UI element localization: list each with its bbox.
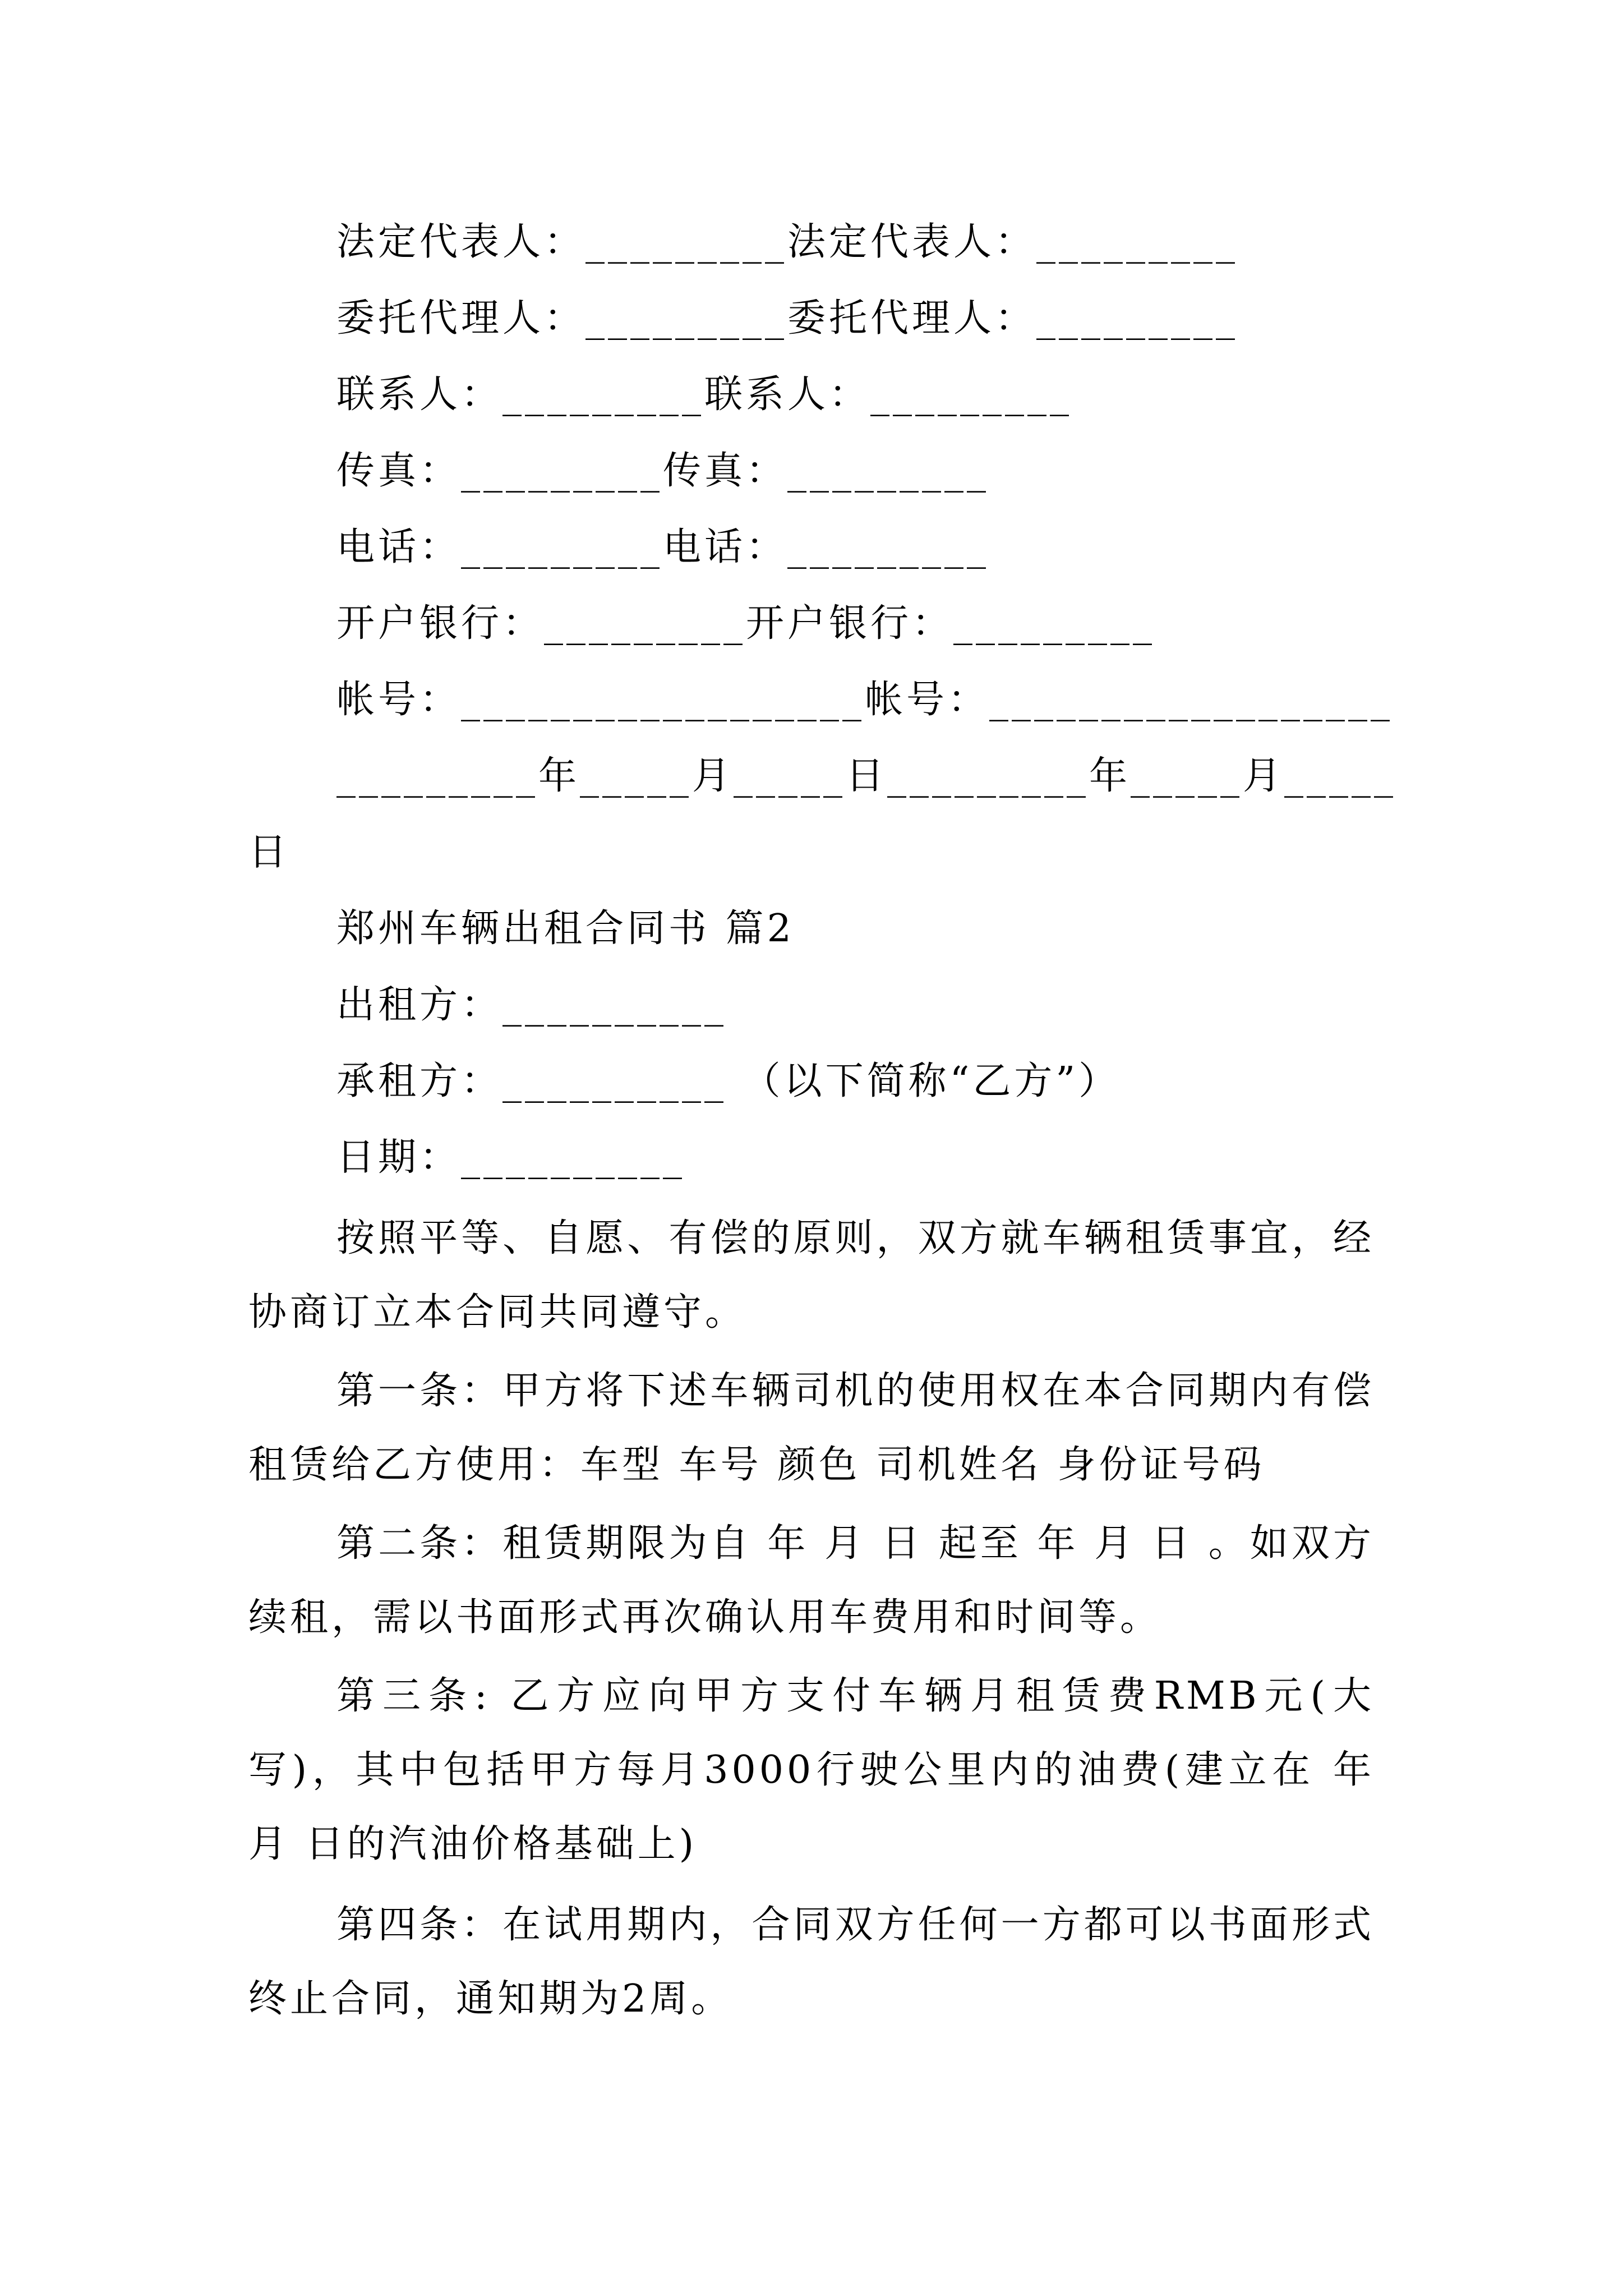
date-line-tail: 日: [248, 830, 291, 875]
fax-line: 传真：_________传真：_________: [336, 449, 990, 493]
lessor-line: 出租方：__________: [336, 983, 727, 1027]
clause-1: 第一条：甲方将下述车辆司机的使用权在本合同期内有偿租赁给乙方使用：车型 车号 颜色 司机姓名 身份证号码: [248, 1369, 1375, 1487]
lessee-line: 承租方：__________ （以下简称“乙方”）: [336, 1059, 1121, 1103]
clause-2: 第二条：租赁期限为自 年 月 日 起至 年 月 日 。如双方续租，需以书面形式再次确认用车费用和时间等。: [248, 1521, 1375, 1640]
section-title: 郑州车辆出租合同书 篇2: [336, 907, 795, 951]
clause-4: 第四条：在试用期内，合同双方任何一方都可以书面形式终止合同，通知期为2周。: [248, 1903, 1375, 2021]
phone-line: 电话：_________电话：_________: [336, 525, 990, 569]
intro-paragraph: 按照平等、自愿、有偿的原则，双方就车辆租赁事宜，经协商订立本合同共同遵守。: [248, 1216, 1375, 1335]
legal-rep-line: 法定代表人：_________法定代表人：_________: [336, 220, 1239, 264]
agent-line: 委托代理人：_________委托代理人：_________: [336, 296, 1239, 341]
contact-line: 联系人：_________联系人：_________: [336, 372, 1073, 417]
date-field-line: 日期：__________: [336, 1135, 686, 1180]
account-line: 帐号：__________________帐号：__________________: [336, 678, 1394, 722]
clause-3: 第三条: 乙方应向甲方支付车辆月租赁费RMB元(大写)，其中包括甲方每月3000行驶公里内的油费(建立在 年 月 日的汽油价格基础上): [248, 1674, 1375, 1866]
bank-line: 开户银行：_________开户银行：_________: [336, 601, 1156, 646]
date-line: _________年_____月_____日_________年_____月_____: [336, 754, 1397, 798]
